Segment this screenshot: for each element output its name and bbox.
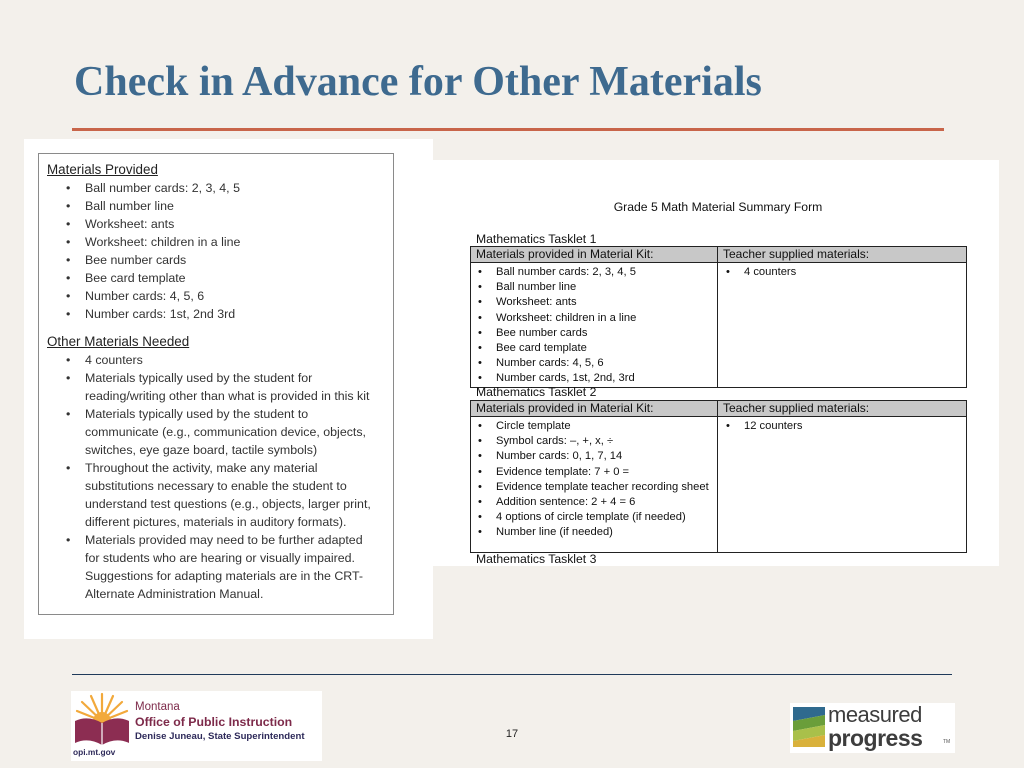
- materials-provided-item: • Worksheet: children in a line: [85, 233, 393, 251]
- other-materials-item: • Materials typically used by the student for reading/writing other than what is provided in this kit: [85, 369, 393, 405]
- materials-provided-item: • Worksheet: ants: [85, 215, 393, 233]
- kit-item: • Worksheet: children in a line: [496, 311, 717, 326]
- opi-url: opi.mt.gov: [73, 747, 116, 757]
- footer-divider: [72, 674, 952, 675]
- kit-item: • Addition sentence: 2 + 4 = 6: [496, 495, 717, 510]
- kit-item: • Ball number cards: 2, 3, 4, 5: [496, 265, 717, 280]
- kit-item: • Bee number cards: [496, 326, 717, 341]
- other-materials-heading: Other Materials Needed: [47, 334, 190, 349]
- materials-provided-item: • Bee number cards: [85, 251, 393, 269]
- kit-item: • Number cards: 4, 5, 6: [496, 356, 717, 371]
- tasklet-1-kit-cell: [471, 263, 718, 388]
- mp-word-measured: measured: [828, 702, 922, 727]
- opi-logo: [71, 691, 322, 761]
- tasklet-2-kit-cell: [471, 417, 718, 553]
- materials-provided-item: • Number cards: 4, 5, 6: [85, 287, 393, 305]
- other-materials-list: [47, 351, 393, 603]
- material-summary-form: [433, 160, 999, 566]
- kit-item: • Number cards, 1st, 2nd, 3rd: [496, 371, 717, 386]
- opi-wordmark: [135, 701, 305, 744]
- kit-item: • Evidence template teacher recording sheet: [496, 480, 717, 495]
- other-materials-item: • Throughout the activity, make any material substitutions necessary to enable the student to understand test questions (e.g., objects, larger print, different pictures, materials in auditory formats).: [85, 459, 393, 531]
- mp-wordmark: [828, 703, 922, 749]
- kit-item: • Symbol cards: –, +, x, ÷: [496, 434, 717, 449]
- tasklet-1-table: [470, 246, 967, 388]
- kit-item: • Evidence template: 7 + 0 =: [496, 465, 717, 480]
- kit-item: • Worksheet: ants: [496, 295, 717, 310]
- kit-column-header: Materials provided in Material Kit:: [471, 401, 718, 417]
- tasklet-3-label: Mathematics Tasklet 3: [476, 552, 597, 566]
- opi-line-montana: Montana: [135, 701, 180, 713]
- other-materials-item: • 4 counters: [85, 351, 393, 369]
- teacher-column-header: Teacher supplied materials:: [718, 247, 967, 263]
- sun-over-book-icon: [71, 691, 133, 747]
- kit-item: • Number line (if needed): [496, 525, 717, 540]
- striped-square-icon: [793, 707, 825, 747]
- kit-column-header: Materials provided in Material Kit:: [471, 247, 718, 263]
- tasklet-2-label: Mathematics Tasklet 2: [476, 385, 597, 399]
- teacher-item: • 12 counters: [744, 419, 966, 434]
- tasklet-2-teacher-cell: [718, 417, 967, 553]
- tasklet-1-label: Mathematics Tasklet 1: [476, 232, 597, 246]
- slide-title: Check in Advance for Other Materials: [74, 59, 762, 105]
- teacher-column-header: Teacher supplied materials:: [718, 401, 967, 417]
- other-materials-item: • Materials typically used by the student to communicate (e.g., communication device, objects, switches, eye gaze board, tactile symbols): [85, 405, 393, 459]
- kit-item: • 4 options of circle template (if needed): [496, 510, 717, 525]
- opi-line-superintendent: Denise Juneau, State Superintendent: [135, 731, 305, 742]
- measured-progress-logo: [790, 703, 955, 753]
- kit-item: • Number cards: 0, 1, 7, 14: [496, 449, 717, 464]
- materials-checklist-box: [38, 153, 394, 615]
- page-number: 17: [505, 728, 519, 740]
- kit-item: • Ball number line: [496, 280, 717, 295]
- materials-provided-heading: Materials Provided: [47, 162, 158, 177]
- materials-checklist-image: [24, 139, 433, 639]
- other-materials-item: • Materials provided may need to be further adapted for students who are hearing or visually impaired. Suggestions for adapting materials are in the CRT-Alternate Administration Manual.: [85, 531, 393, 603]
- tasklet-2-table: [470, 400, 967, 553]
- materials-provided-item: • Ball number line: [85, 197, 393, 215]
- materials-provided-item: • Number cards: 1st, 2nd 3rd: [85, 305, 393, 323]
- materials-provided-item: • Bee card template: [85, 269, 393, 287]
- trademark-mark: TM: [943, 739, 951, 745]
- materials-provided-item: • Ball number cards: 2, 3, 4, 5: [85, 179, 393, 197]
- kit-item: • Bee card template: [496, 341, 717, 356]
- opi-line-office: Office of Public Instruction: [135, 715, 293, 729]
- title-divider: [72, 128, 944, 131]
- teacher-item: • 4 counters: [744, 265, 966, 280]
- kit-item: • Circle template: [496, 419, 717, 434]
- mp-word-progress: progress: [828, 725, 923, 751]
- tasklet-1-teacher-cell: [718, 263, 967, 388]
- form-title: Grade 5 Math Material Summary Form: [613, 200, 823, 214]
- materials-provided-list: [47, 179, 393, 323]
